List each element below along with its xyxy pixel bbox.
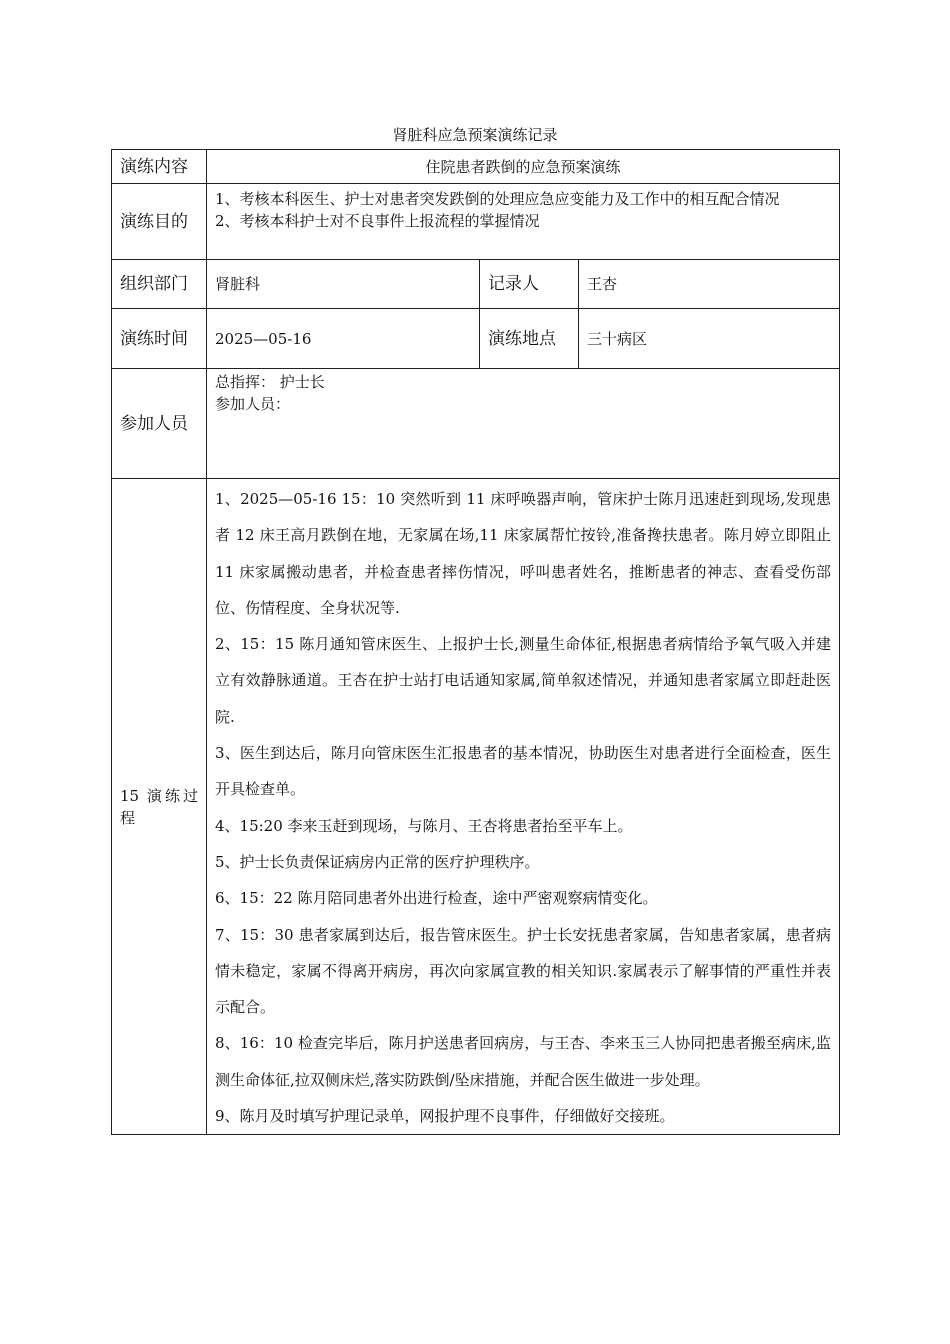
value-dept: 肾脏科 xyxy=(207,260,480,309)
process-step: 8、16：10 检查完毕后，陈月护送患者回病房，与王杏、李来玉三人协同把患者搬至病床,监测生命体征,拉双侧床烂,落实防跌倒/坠床措施，并配合医生做进一步处理。 xyxy=(215,1034,832,1089)
value-goal xyxy=(207,184,840,260)
document-title: 肾脏科应急预案演练记录 xyxy=(392,126,558,144)
value-content: 住院患者跌倒的应急预案演练 xyxy=(207,150,840,184)
process-step: 9、陈月及时填写护理记录单，网报护理不良事件，仔细做好交接班。 xyxy=(215,1107,675,1126)
process-step: 1、2025—05-16 15：10 突然听到 11 床呼唤器声响，管床护士陈月迅速赶到现场,发现患者 12 床王高月跌倒在地，无家属在场,11 床家属帮忙按铃,准备搀扶患者。陈月婷立即阻止 11 床家属搬动患者，并检查患者摔伤情况，呼叫患者姓名，推断患者的神志、查看受伤部位、伤情程度、全身状况等. xyxy=(215,490,832,617)
label-time: 演练时间 xyxy=(112,309,207,369)
label-recorder: 记录人 xyxy=(480,260,579,309)
label-process: 15 演练过程 xyxy=(112,479,207,1135)
label-goal: 演练目的 xyxy=(112,184,207,260)
value-recorder: 王杏 xyxy=(579,260,840,309)
goal-item: 1、考核本科医生、护士对患者突发跌倒的处理应急应变能力及工作中的相互配合情况 xyxy=(215,190,780,208)
value-process xyxy=(207,479,840,1135)
staff-participants: 参加人员： xyxy=(215,395,291,413)
label-content: 演练内容 xyxy=(112,150,207,184)
label-staff: 参加人员 xyxy=(112,369,207,479)
label-dept: 组织部门 xyxy=(112,260,207,309)
value-place: 三十病区 xyxy=(579,309,840,369)
row-time xyxy=(112,309,840,369)
process-step: 6、15：22 陈月陪同患者外出进行检查，途中严密观察病情变化。 xyxy=(215,889,658,908)
process-step: 3、医生到达后，陈月向管床医生汇报患者的基本情况，协助医生对患者进行全面检查，医生开具检查单。 xyxy=(215,744,832,799)
goal-item: 2、考核本科护士对不良事件上报流程的掌握情况 xyxy=(215,212,540,230)
process-step: 5、护士长负责保证病房内正常的医疗护理秩序。 xyxy=(215,852,540,871)
row-goal xyxy=(112,184,840,260)
value-staff xyxy=(207,369,840,479)
process-step: 7、15：30 患者家属到达后，报告管床医生。护士长安抚患者家属，告知患者家属，患者病情未稳定，家属不得离开病房，再次向家属宣教的相关知识.家属表示了解事情的严重性并表示配合。 xyxy=(215,925,832,1017)
process-step: 4、15:20 李来玉赶到现场，与陈月、王杏将患者抬至平车上。 xyxy=(215,816,633,835)
drill-record-table xyxy=(111,149,840,1135)
row-dept xyxy=(112,260,840,309)
value-time: 2025—05-16 xyxy=(207,309,480,369)
row-content xyxy=(112,150,840,184)
process-step: 2、15：15 陈月通知管床医生、上报护士长,测量生命体征,根据患者病情给予氧气吸入并建立有效静脉通道。王杏在护士站打电话通知家属,简单叙述情况，并通知患者家属立即赶赴医院. xyxy=(215,635,832,726)
row-staff xyxy=(112,369,840,479)
label-place: 演练地点 xyxy=(480,309,579,369)
row-process xyxy=(112,479,840,1135)
staff-commander: 总指挥： 护士长 xyxy=(215,373,325,391)
